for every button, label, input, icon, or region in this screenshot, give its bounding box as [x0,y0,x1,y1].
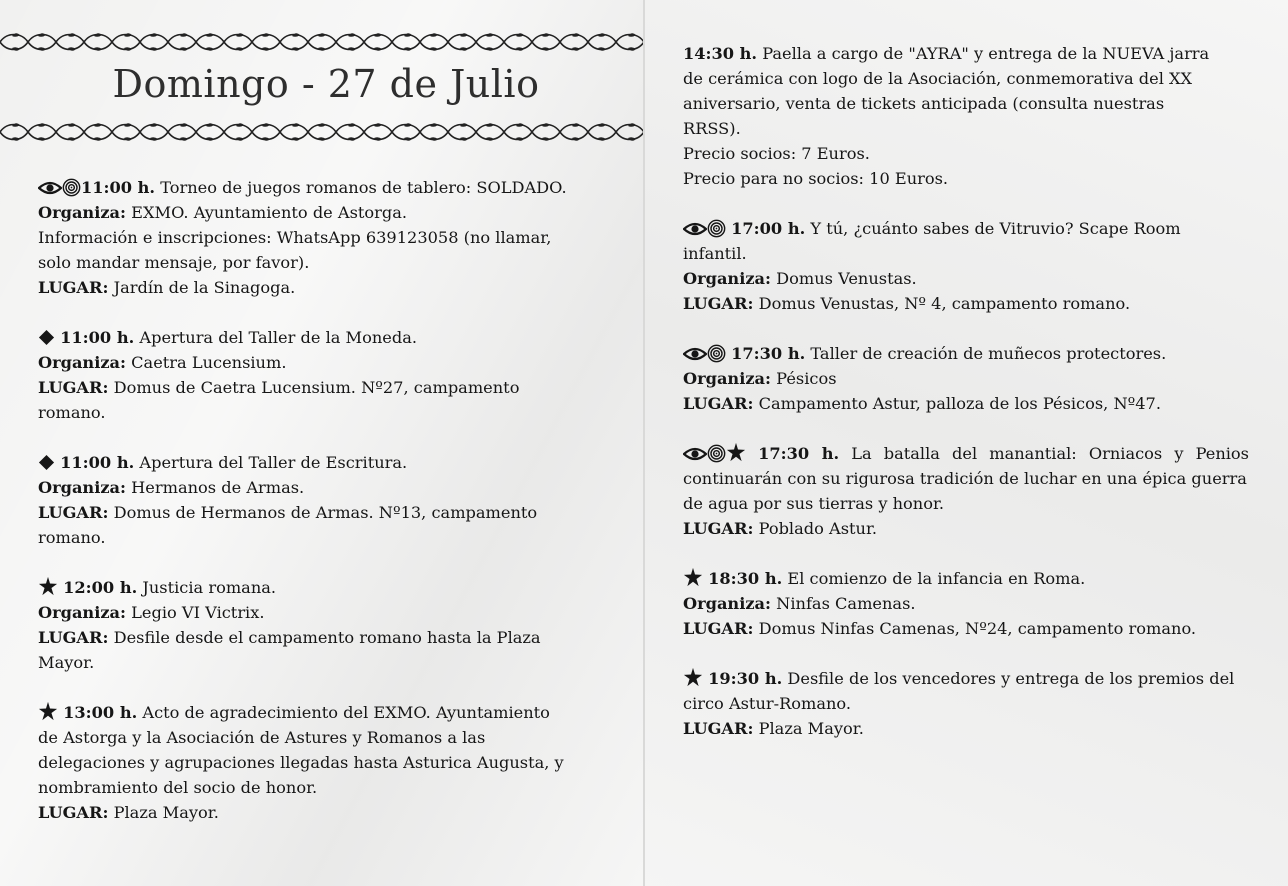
event-title: Acto de agradecimiento del EXMO. Ayuntamiento [142,703,550,722]
event-item [38,575,598,675]
organizer-label: Organiza: [683,594,772,613]
event-item [683,216,1249,316]
event-item [38,450,598,550]
place: romano. [38,403,106,422]
organizer: Legio VI Victrix. [131,603,265,622]
place: Plaza Mayor. [758,719,864,738]
event-title: Apertura del Taller de Escritura. [139,453,408,472]
place: Campamento Astur, palloza de los Pésicos, Nº47. [758,394,1161,413]
event-title: delegaciones y agrupaciones llegadas hasta Asturica Augusta, y [38,753,564,772]
place-label: LUGAR: [683,619,754,638]
diamond-icon [38,454,55,471]
place: romano. [38,528,106,547]
event-item [683,41,1249,191]
event-time: 12:00 h. [63,578,138,597]
organizer: Domus Venustas. [776,269,917,288]
diamond-icon [38,329,55,346]
place: Poblado Astur. [758,519,878,538]
place-label: LUGAR: [38,628,109,647]
organizer-label: Organiza: [38,353,127,372]
eye-icon [38,180,62,196]
price: Precio socios: 7 Euros. [683,144,870,163]
event-title: Justicia romana. [142,578,277,597]
place: Jardín de la Sinagoga. [113,278,296,297]
event-time: 13:00 h. [63,703,138,722]
place: Desfile desde el campamento romano hasta la Plaza [113,628,541,647]
vine-ornament-top [0,30,643,54]
place-label: LUGAR: [683,519,754,538]
event-title: El comienzo de la infancia en Roma. [787,569,1086,588]
event-title: RRSS). [683,119,741,138]
event-title: circo Astur-Romano. [683,694,852,713]
star-icon [38,576,58,596]
event-title: de Astorga y la Asociación de Astures y Romanos a las [38,728,486,747]
event-title: nombramiento del socio de honor. [38,778,318,797]
place-label: LUGAR: [683,294,754,313]
event-time: 17:30 h. [758,444,840,463]
event-title: Desfile de los vencedores y entrega de los premios del [787,669,1235,688]
spiral-icon [62,178,81,197]
place-label: LUGAR: [38,803,109,822]
page-title: Domingo - 27 de Julio [112,62,540,106]
place-label: LUGAR: [683,719,754,738]
event-item [38,175,598,300]
page-fold [643,0,645,886]
place: Plaza Mayor. [113,803,219,822]
event-info: Información e inscripciones: WhatsApp 639123058 (no llamar, [38,228,552,247]
event-item [38,700,598,825]
event-time: 11:00 h. [60,453,135,472]
event-title: Y tú, ¿cuánto sabes de Vitruvio? Scape Room [810,219,1181,238]
event-title: Torneo de juegos romanos de tablero: SOLDADO. [160,178,567,197]
place: Domus de Caetra Lucensium. Nº27, campamento [113,378,520,397]
right-column [683,41,1249,766]
spiral-icon [707,444,726,463]
event-time: 18:30 h. [708,569,783,588]
event-title: de cerámica con logo de la Asociación, conmemorativa del XX [683,69,1193,88]
event-time: 11:00 h. [60,328,135,347]
place: Domus Venustas, Nº 4, campamento romano. [758,294,1131,313]
event-title: infantil. [683,244,747,263]
spiral-icon [707,219,726,238]
vine-ornament-bottom [0,120,643,144]
place: Domus de Hermanos de Armas. Nº13, campamento [113,503,538,522]
event-title: Paella a cargo de "AYRA" y entrega de la NUEVA jarra [762,44,1210,63]
event-item [683,441,1249,541]
organizer: Hermanos de Armas. [131,478,305,497]
event-item [683,666,1249,741]
event-title: aniversario, venta de tickets anticipada (consulta nuestras [683,94,1165,113]
place-label: LUGAR: [38,503,109,522]
spiral-icon [707,344,726,363]
organizer: Ninfas Camenas. [776,594,916,613]
organizer-label: Organiza: [38,478,127,497]
star-icon [683,667,703,687]
event-title: de agua por sus tierras y honor. [683,494,945,513]
event-title: continuarán con su rigurosa tradición de luchar en una épica guerra [683,469,1247,488]
place-label: LUGAR: [38,278,109,297]
event-time: 19:30 h. [708,669,783,688]
event-time: 17:30 h. [731,344,806,363]
organizer-label: Organiza: [38,203,127,222]
star-icon [726,442,746,462]
organizer-label: Organiza: [683,269,772,288]
event-title: Taller de creación de muñecos protectores. [810,344,1167,363]
eye-icon [683,346,707,362]
event-item [683,341,1249,416]
price: Precio para no socios: 10 Euros. [683,169,949,188]
event-time: 17:00 h. [731,219,806,238]
event-title: Apertura del Taller de la Moneda. [139,328,418,347]
left-column [38,175,598,850]
organizer-label: Organiza: [38,603,127,622]
event-title: La batalla del manantial: Orniacos y Penios [851,444,1249,463]
event-info: solo mandar mensaje, por favor). [38,253,310,272]
event-item [683,566,1249,641]
place-label: LUGAR: [683,394,754,413]
eye-icon [683,221,707,237]
organizer: Caetra Lucensium. [131,353,287,372]
organizer: EXMO. Ayuntamiento de Astorga. [131,203,408,222]
star-icon [38,701,58,721]
organizer-label: Organiza: [683,369,772,388]
event-item [38,325,598,425]
star-icon [683,567,703,587]
place-label: LUGAR: [38,378,109,397]
place: Domus Ninfas Camenas, Nº24, campamento romano. [758,619,1197,638]
event-time: 11:00 h. [81,178,156,197]
place: Mayor. [38,653,95,672]
organizer: Pésicos [776,369,837,388]
eye-icon [683,446,707,462]
event-time: 14:30 h. [683,44,758,63]
